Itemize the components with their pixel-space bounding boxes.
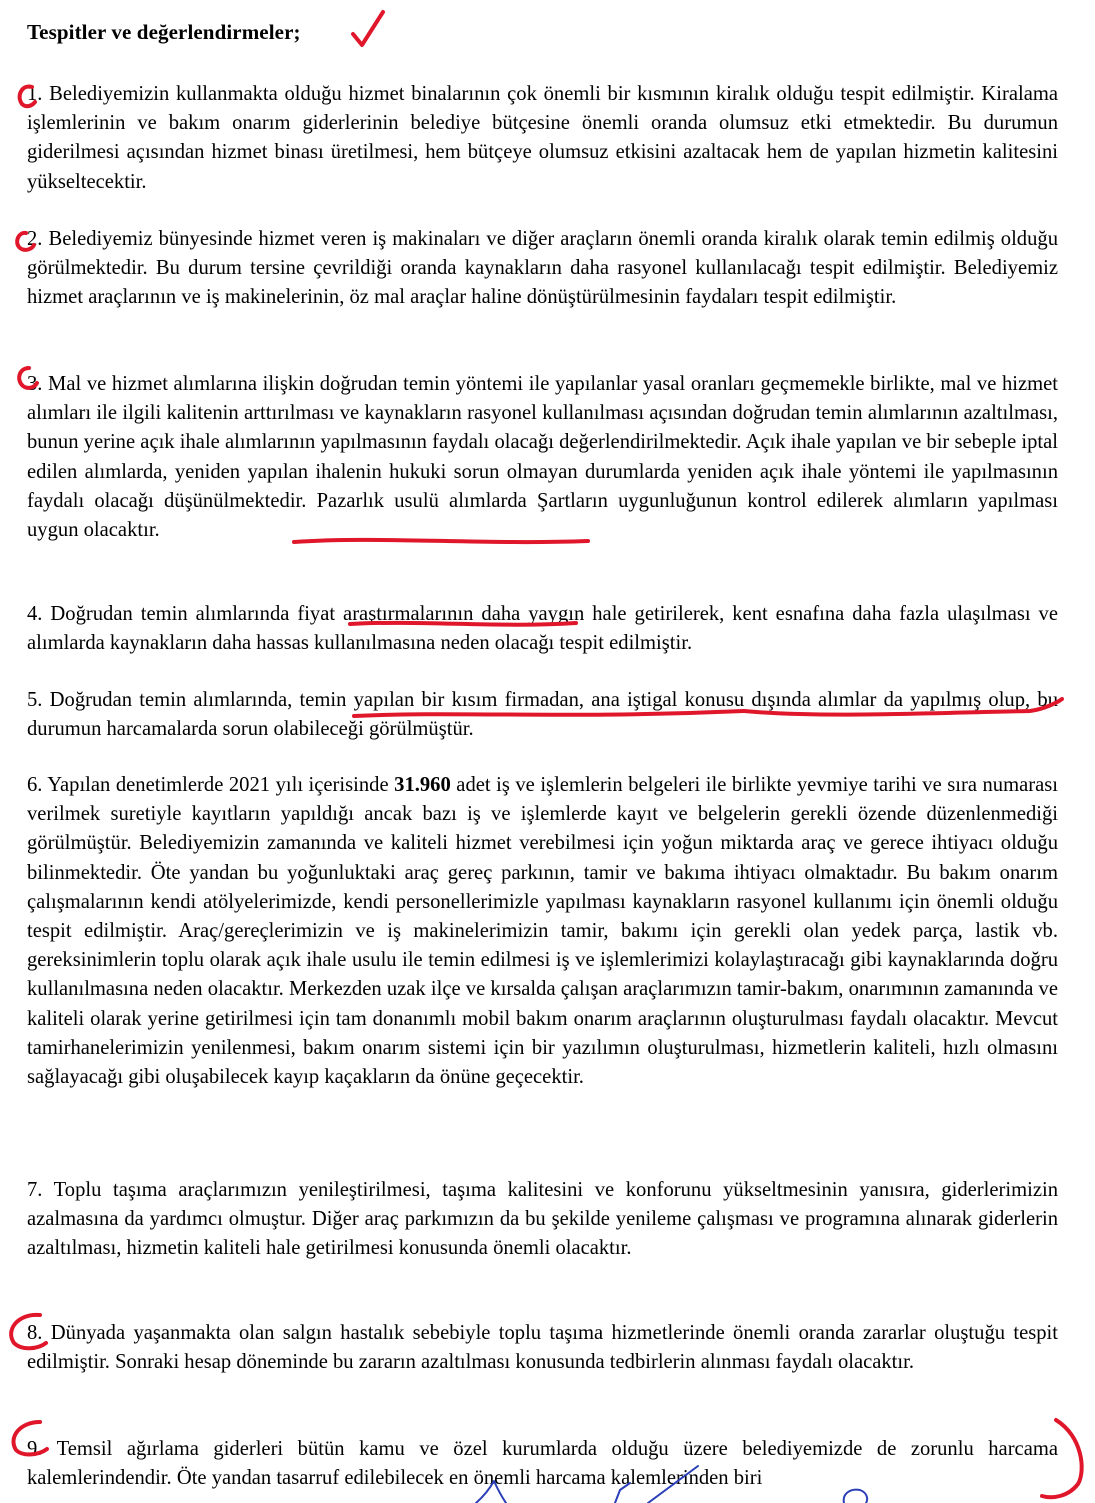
finding-3: 3. Mal ve hizmet alımlarına ilişkin doğrudan temin yöntemi ile yapılanlar yasal oranları geçmemekle birlikte, mal ve hizmet alımları ile ilgili kalitenin arttırılması ve kaynakların rasyonel kullanılması açısından doğrudan temin alımlarının azaltılması, bunun yerine açık ihale alımlarının yapılmasının faydalı olacağı değerlendirilmektedir. Açık ihale yapılan ve bir sebeple iptal edilen alımlarda, yeniden yapılan ihalenin hukuki sorun olmayan durumlarda yeniden açık ihale yöntemi ile yapılmasının faydalı olacağı düşünülmektedir. Pazarlık usulü alımlarda Şartların uygunluğunun kontrol edilerek alımların yapılması uygun olacaktır.	[27, 373, 1058, 542]
finding-8: 8. Dünyada yaşanmakta olan salgın hastalık sebebiyle toplu taşıma hizmetlerinde önemli oranda zararlar oluştuğu tespit edilmiştir. Sonraki hesap döneminde bu zararın azaltılması konusunda tedbirlerin alınması faydalı olacaktır.	[27, 1322, 1058, 1374]
finding-6: 6. Yapılan denetimlerde 2021 yılı içerisinde 31.960 adet iş ve işlemlerin belgeleri ile birlikte yevmiye tarihi ve sıra numarası verilmek suretiyle kayıtların yapıldığı ancak bazı iş ve işlemlerde kayıt ve belgelerin gerekli özende düzenlenmediği görülmüştür. Belediyemizin zamanında ve kaliteli hizmet verebilmesi için yoğun miktarda araç ve gerece ihtiyacı olduğu bilinmektedir. Öte yandan bu yoğunluktaki araç gereç parkının, tamir ve bakıma ihtiyacı olmaktadır. Bu bakım onarım çalışmalarının kendi atölyelerimizde, kendi personellerimizle yapılması kaynakların rasyonel kullanımı için önemli olduğu tespit edilmiştir. Araç/gereçlerimizin ve iş makinelerimizin tamir, bakımı için gerekli olan yedek parça, lastik vb. gereksinimlerin toplu olarak açık ihale usulu ile temin edilmesi iş ve işlemlerimizi kolaylaştıracağı gibi kaynaklarında doğru kullanılmasına neden olacaktır. Merkezden uzak ilçe ve kırsalda çalışan araçlarımızın tamir-bakım, onarımının zamanında ve kaliteli olarak yerine getirilmesi için tam donanımlı mobil bakım onarım araçlarının oluşturulması faydalı olacaktır. Mevcut tamirhanelerimizin yenilenmesi, bakım onarım sistemi için bir yazılımın oluşturulması, hizmetlerin kaliteli, hızlı olmasını sağlayacağı gibi oluşabilecek kayıp kaçakların da önüne geçecektir.	[27, 774, 1058, 1089]
checkmark-icon	[353, 12, 383, 45]
finding-5: 5. Doğrudan temin alımlarında, temin yapılan bir kısım firmadan, ana iştigal konusu dışında alımlar da yapılmış olup, bu durumun harcamalarda sorun olabileceği görülmüştür.	[27, 689, 1058, 741]
finding-4: 4. Doğrudan temin alımlarında fiyat araştırmalarının daha yaygın hale getirilerek, kent esnafına daha fazla ulaşılması ve alımlarda kaynakların daha hassas kullanılmasına neden olacağı tespit edilmiştir.	[27, 603, 1058, 655]
transaction-count: 31.960	[394, 774, 451, 796]
finding-9: 9. Temsil ağırlama giderleri bütün kamu ve özel kurumlarda olduğu üzere belediyemizde de zorunlu harcama kalemlerindendir. Öte yandan tasarruf edilebilecek en önemli harcama kalemlerinden biri	[27, 1438, 1058, 1490]
finding-7: 7. Toplu taşıma araçlarımızın yenileştirilmesi, taşıma kalitesini ve konforunu yükseltmesinin yanısıra, giderlerimizin azalmasına da yardımcı olmuştur. Diğer araç parkımızın da bu şekilde yenileme çalışması ve programına alınarak giderlerin azaltılması, hizmetin kaliteli hale getirilmesi konusunda önemli olacaktır.	[27, 1179, 1058, 1260]
page-title: Tespitler ve değerlendirmeler;	[27, 20, 301, 44]
finding-1: 1. Belediyemizin kullanmakta olduğu hizmet binalarının çok önemli bir kısmının kiralık olduğu tespit edilmiştir. Kiralama işlemlerinin ve bakım onarım giderlerinin belediye bütçesine önemli oranda olumsuz etki etmektedir. Bu durumun giderilmesi açısından hizmet binası üretilmesi, hem bütçeye olumsuz etkisini azaltacak hem de yapılan hizmetin kalitesini yükseltecektir.	[27, 83, 1058, 193]
finding-2: 2. Belediyemiz bünyesinde hizmet veren iş makinaları ve diğer araçların önemli oranda kiralık olarak temin edilmiş olduğu görülmektedir. Bu durum tersine çevrildiği oranda kaynakların daha rasyonel kullanılacağı tespit edilmiştir. Belediyemiz hizmet araçlarının ve iş makinelerinin, öz mal araçlar haline dönüştürülmesinin faydaları tespit edilmiştir.	[27, 228, 1058, 309]
